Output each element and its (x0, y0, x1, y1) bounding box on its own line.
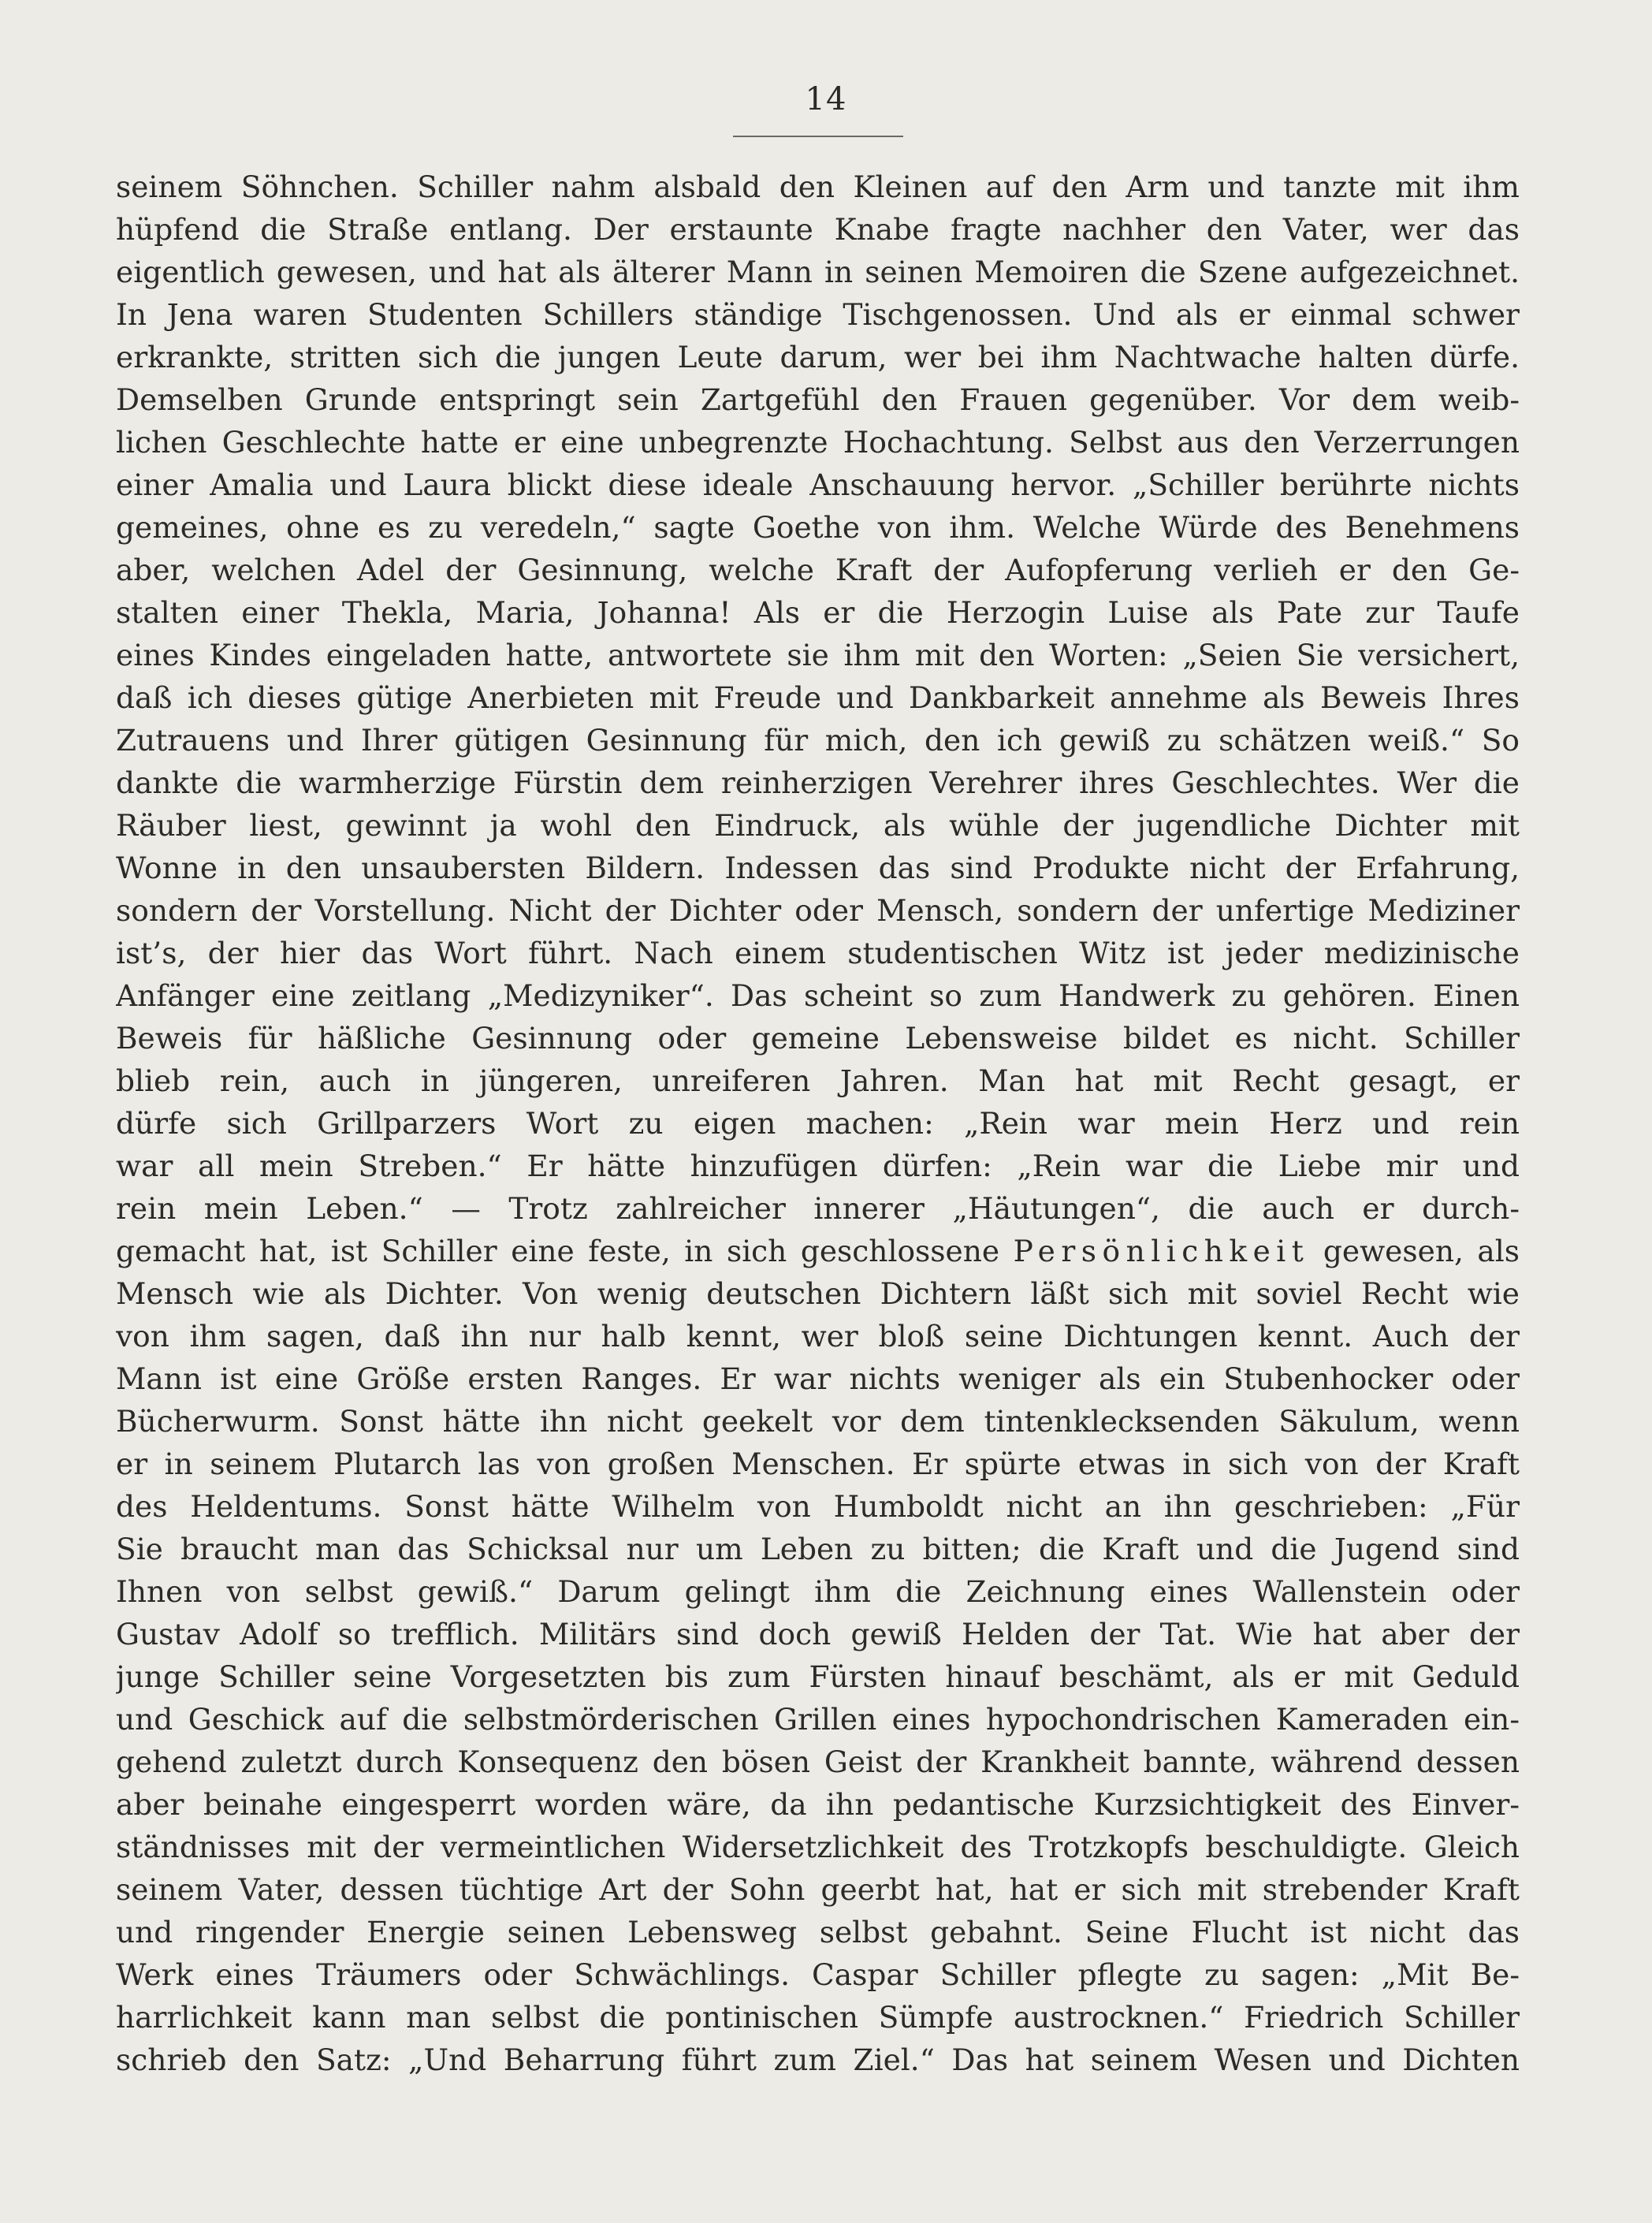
text-line: Mann ist eine Größe ersten Ranges. Er war nichts weniger als ein Stubenhocker oder (116, 1361, 1520, 1396)
text-line: eines Kindes eingeladen hatte, antwortete sie ihm mit den Worten: „Seien Sie versichert, (116, 638, 1520, 672)
text-line: Wonne in den unsaubersten Bildern. Indessen das sind Produkte nicht der Erfahrung, (116, 851, 1520, 885)
line-text-before: gemacht hat, ist Schiller eine feste, in sich geschlossene (116, 1234, 1000, 1268)
line-text-after: gewesen, als (1323, 1234, 1520, 1268)
text-line: er in seinem Plutarch las von großen Menschen. Er spürte etwas in sich von der Kraft (116, 1447, 1520, 1481)
text-line: von ihm sagen, daß ihn nur halb kennt, wer bloß seine Dichtungen kennt. Auch der (116, 1319, 1520, 1354)
body-text (116, 166, 1520, 2081)
page-number: 14 (805, 81, 847, 117)
text-line: Anfänger eine zeitlang „Medizyniker“. Das scheint so zum Handwerk zu gehören. Einen (116, 978, 1520, 1013)
text-line: stalten einer Thekla, Maria, Johanna! Als er die Herzogin Luise als Pate zur Taufe (116, 595, 1520, 630)
text-line: harrlichkeit kann man selbst die pontinischen Sümpfe austrocknen.“ Friedrich Schiller (116, 2000, 1520, 2035)
text-line: erkrankte, stritten sich die jungen Leute darum, wer bei ihm Nachtwache halten dürfe. (116, 340, 1520, 374)
text-line: In Jena waren Studenten Schillers ständige Tischgenossen. Und als er einmal schwer (116, 297, 1520, 332)
text-line: Sie braucht man das Schicksal nur um Leben zu bitten; die Kraft und die Jugend sind (116, 1532, 1520, 1566)
text-line: Mensch wie als Dichter. Von wenig deutschen Dichtern läßt sich mit soviel Recht wie (116, 1276, 1520, 1311)
text-line: eigentlich gewesen, und hat als älterer Mann in seinen Memoiren die Szene aufgezeichnet. (116, 255, 1520, 289)
text-line: und Geschick auf die selbstmörderischen Grillen eines hypochondrischen Kameraden ein- (116, 1702, 1520, 1737)
text-line: Räuber liest, gewinnt ja wohl den Eindruck, als wühle der jugendliche Dichter mit (116, 808, 1520, 843)
text-line: Gustav Adolf so trefflich. Militärs sind doch gewiß Helden der Tat. Wie hat aber der (116, 1617, 1520, 1651)
text-line: sondern der Vorstellung. Nicht der Dichter oder Mensch, sondern der unfertige Mediziner (116, 893, 1520, 928)
text-line: dürfe sich Grillparzers Wort zu eigen machen: „Rein war mein Herz und rein (116, 1106, 1520, 1141)
text-line-emphasis (116, 1230, 1520, 1272)
text-line: dankte die warmherzige Fürstin dem reinherzigen Verehrer ihres Geschlechtes. Wer die (116, 765, 1520, 800)
text-line: Ihnen von selbst gewiß.“ Darum gelingt ihm die Zeichnung eines Wallenstein oder (116, 1574, 1520, 1609)
text-line: ständnisses mit der vermeintlichen Widersetzlichkeit des Trotzkopfs beschuldigte. Gleich (116, 1830, 1520, 1864)
text-line: rein mein Leben.“ — Trotz zahlreicher innerer „Häutungen“, die auch er durch- (116, 1191, 1520, 1226)
page-number-rule (733, 136, 903, 137)
text-line: Bücherwurm. Sonst hätte ihn nicht geekelt vor dem tintenklecksenden Säkulum, wenn (116, 1404, 1520, 1439)
text-line: schrieb den Satz: „Und Beharrung führt zum Ziel.“ Das hat seinem Wesen und Dichten (116, 2042, 1520, 2077)
text-line: seinem Vater, dessen tüchtige Art der Sohn geerbt hat, hat er sich mit strebender Kraft (116, 1872, 1520, 1907)
text-line: ist’s, der hier das Wort führt. Nach einem studentischen Witz ist jeder medizinische (116, 936, 1520, 970)
text-line: Beweis für häßliche Gesinnung oder gemeine Lebensweise bildet es nicht. Schiller (116, 1021, 1520, 1056)
text-line: hüpfend die Straße entlang. Der erstaunte Knabe fragte nachher den Vater, wer das (116, 212, 1520, 247)
text-line: gemeines, ohne es zu veredeln,“ sagte Goethe von ihm. Welche Würde des Benehmens (116, 510, 1520, 545)
text-line: Demselben Grunde entspringt sein Zartgefühl den Frauen gegenüber. Vor dem weib- (116, 382, 1520, 417)
text-line: Werk eines Träumers oder Schwächlings. Caspar Schiller pflegte zu sagen: „Mit Be- (116, 1957, 1520, 1992)
text-line: aber, welchen Adel der Gesinnung, welche Kraft der Aufopferung verlieh er den Ge- (116, 553, 1520, 587)
text-line: junge Schiller seine Vorgesetzten bis zum Fürsten hinauf beschämt, als er mit Geduld (116, 1659, 1520, 1694)
emphasized-word: Persönlichkeit (1013, 1234, 1310, 1268)
text-line: blieb rein, auch in jüngeren, unreiferen Jahren. Man hat mit Recht gesagt, er (116, 1063, 1520, 1098)
text-line: Zutrauens und Ihrer gütigen Gesinnung für mich, den ich gewiß zu schätzen weiß.“ So (116, 723, 1520, 758)
text-line: des Heldentums. Sonst hätte Wilhelm von Humboldt nicht an ihn geschrieben: „Für (116, 1489, 1520, 1524)
text-line: seinem Söhnchen. Schiller nahm alsbald den Kleinen auf den Arm und tanzte mit ihm (116, 169, 1520, 204)
text-line: lichen Geschlechte hatte er eine unbegrenzte Hochachtung. Selbst aus den Verzerrungen (116, 425, 1520, 460)
text-line: einer Amalia und Laura blickt diese ideale Anschauung hervor. „Schiller berührte nichts (116, 467, 1520, 502)
text-line: und ringender Energie seinen Lebensweg selbst gebahnt. Seine Flucht ist nicht das (116, 1915, 1520, 1949)
text-line: daß ich dieses gütige Anerbieten mit Freude und Dankbarkeit annehme als Beweis Ihres (116, 680, 1520, 715)
text-line: aber beinahe eingesperrt worden wäre, da ihn pedantische Kurzsichtigkeit des Einver- (116, 1787, 1520, 1822)
text-line: gehend zuletzt durch Konsequenz den bösen Geist der Krankheit bannte, während dessen (116, 1745, 1520, 1779)
text-line: war all mein Streben.“ Er hätte hinzufügen dürfen: „Rein war die Liebe mir und (116, 1149, 1520, 1183)
